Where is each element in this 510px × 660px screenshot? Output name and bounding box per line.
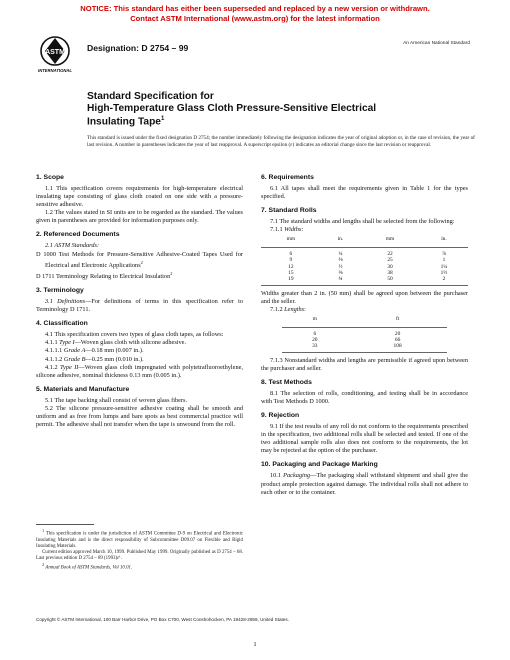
title-line-1: Standard Specification for bbox=[87, 91, 214, 102]
section-classification-heading: 4. Classification bbox=[36, 320, 88, 328]
section-requirements-heading: 6. Requirements bbox=[261, 174, 314, 181]
paragraph-5-2: 5.2 The silicone pressure-sensitive adhesive coating shall be smooth and uniform and as free from lumps and bare spots as best commercial practice will permit. The adhesive shall not transfer when the tape is unwound from the roll. bbox=[36, 404, 243, 429]
title-line-2: High-Temperature Glass Cloth Pressure-Sensitive Electrical bbox=[87, 102, 377, 114]
table-row: 20 66 bbox=[312, 336, 401, 343]
issued-note: This standard is issued under the fixed designation D 2754; the number immediately following the designation indicates the year of original adoption or, in the case of revision, the year of last revision. A number in parentheses indicates the year of last reapproval. A superscript epsilon (ε) indicates an editorial change since the last revision or reapproval. bbox=[87, 135, 475, 148]
table-row: 19 ¾ 50 2 bbox=[261, 276, 468, 285]
paragraph-4-1: 4.1 This specification covers two types of glass cloth tapes, as follows: bbox=[45, 331, 224, 339]
table-row: 33 108 bbox=[282, 343, 448, 352]
paragraph-7-1: 7.1 The standard widths and lengths shall be selected from the following: bbox=[270, 218, 455, 226]
title-line-3: Insulating Tape$^1$ bbox=[87, 116, 165, 128]
paragraph-4-1-1-1: 4.1.1.1 Grade A—0.18 mm (0.007 in.). bbox=[45, 347, 144, 355]
table-row: 6 20 bbox=[313, 330, 401, 337]
paragraph-4-1-1-2: 4.1.1.2 Grade B—0.25 mm (0.010 in.). bbox=[45, 355, 144, 363]
notice-line-1: NOTICE: This standard has either been superseded and replaced by a new version or withdrawn. bbox=[80, 4, 430, 13]
section-terminology-heading: 3. Terminology bbox=[36, 287, 84, 295]
paragraph-5-1: 5.1 The tape backing shall consist of woven glass fibers. bbox=[45, 396, 188, 404]
section-standard-rolls-heading: 7. Standard Rolls bbox=[261, 207, 317, 215]
widths-header: mm bbox=[360, 236, 420, 247]
left-column bbox=[36, 174, 243, 429]
title-footnote-mark: 1 bbox=[160, 116, 165, 123]
paragraph-9-1: 9.1 If the test results of any roll do not conform to the requirements prescribed in the specification, two additional rolls shall be selected and tested. If one of the two additional sample rolls also does not conform to the requirements, the lot may be rejected at the option of the purchaser. bbox=[261, 423, 468, 455]
table-row: 15 ⅝ 38 1½ bbox=[288, 270, 448, 276]
svg-text:ASTM: ASTM bbox=[45, 49, 65, 56]
table-row: 12 ½ 30 1¼ bbox=[288, 263, 448, 270]
astm-logo-icon bbox=[36, 34, 74, 74]
reference-d1711: D 1711 Terminology Relating to Electrical Insulation$^2$ bbox=[36, 270, 173, 280]
section-scope-heading: 1. Scope bbox=[36, 174, 64, 181]
logo-text: INTERNATIONAL bbox=[38, 68, 72, 73]
paragraph-2-1: 2.1 ASTM Standards: bbox=[45, 242, 100, 250]
table-row: 9 ⅜ 25 1 bbox=[289, 257, 446, 264]
paragraph-4-1-1: 4.1.1 Type I—Woven glass cloth with silicone adhesive. bbox=[45, 339, 187, 347]
widths-table bbox=[261, 236, 468, 285]
footnote-1: $^1$ This specification is under the jurisdiction of ASTM Committee D-9 on Electrical and Electronic Insulating Materials and is the direct responsibility of Subcommittee D09.07 on Flexible and Rigid Insulating Materials. bbox=[36, 528, 243, 549]
document-title bbox=[87, 91, 477, 128]
paragraph-7-1-1: 7.1.1 Widths: bbox=[270, 226, 304, 234]
footnote-2: $^2$ Annual Book of ASTM Standards, Vol 10.01. bbox=[42, 562, 133, 571]
designation: Designation: D 2754 – 99 bbox=[87, 43, 189, 53]
right-column bbox=[261, 174, 468, 497]
lengths-header: m bbox=[282, 316, 348, 327]
paragraph-8-1: 8.1 The selection of rolls, conditioning, and testing shall be in accordance with Test Methods D 1000. bbox=[261, 389, 468, 405]
paragraph-1-1: 1.1 This specification covers requirements for high-temperature electrical insulating tape consisting of glass cloth coated on one side with a pressure-sensitive adhesive. bbox=[36, 185, 243, 209]
paragraph-7-1-3: 7.1.3 Nonstandard widths and lengths are permissible if agreed upon between the purchaser and seller. bbox=[261, 356, 468, 372]
withdrawal-notice bbox=[0, 4, 510, 23]
paragraph-widths-note: Widths greater than 2 in. (50 mm) shall be agreed upon between the purchaser and the seller. bbox=[261, 289, 468, 305]
lengths-table bbox=[282, 316, 448, 353]
section-test-methods-heading: 8. Test Methods bbox=[261, 378, 312, 386]
paragraph-6-1: 6.1 All tapes shall meet the requirements given in Table 1 for the types specified. bbox=[261, 185, 468, 201]
page-number: 1 bbox=[253, 641, 257, 648]
national-standard-label: An American National Standard bbox=[403, 41, 470, 46]
paragraph-10-1: 10.1 Packaging—The packaging shall withstand shipment and shall give the product ample protection against damage. The individual rolls shall not adhere to each other or to the container. bbox=[261, 472, 468, 496]
widths-header: in. bbox=[321, 236, 360, 247]
paragraph-3-1: 3.1 Definitions—For definitions of terms in this specification refer to Terminology D 1711. bbox=[36, 298, 243, 314]
section-materials-heading: 5. Materials and Manufacture bbox=[36, 385, 130, 393]
paragraph-4-1-2: 4.1.2 Type II—Woven glass cloth impregnated with polytetrafluoroethylene, silicone adhesive, nominal thickness 0.13 mm (0.005 in.). bbox=[36, 363, 243, 379]
footnote-1-edition: Current edition approved March 10, 1999. Published May 1999. Originally published as D 2754 – 68. Last previous edition D 2754 – 89 (1993)ε¹. bbox=[36, 549, 243, 561]
widths-header: in. bbox=[420, 236, 468, 247]
footnote-divider bbox=[36, 524, 94, 525]
paragraph-1-2: 1.2 The values stated in SI units are to be regarded as the standard. The values given in parentheses are provided for information purposes only. bbox=[36, 209, 243, 225]
table-row: 6 ¼ 22 ⅞ bbox=[289, 250, 446, 257]
section-referenced-documents-heading: 2. Referenced Documents bbox=[36, 231, 120, 239]
section-rejection-heading: 9. Rejection bbox=[261, 412, 300, 420]
lengths-header: ft bbox=[348, 316, 447, 327]
copyright-notice: Copyright © ASTM International, 100 Barr Harbor Drive, PO Box C700, West Conshohocken, PA 19428-2959, United States. bbox=[36, 617, 289, 622]
reference-d1000: D 1000 Test Methods for Pressure-Sensitive Adhesive-Coated Tapes Used for Electrical and Electronic Applications$^2$ bbox=[36, 250, 243, 269]
section-packaging-heading: 10. Packaging and Package Marking bbox=[261, 461, 378, 469]
paragraph-7-1-2: 7.1.2 Lengths: bbox=[270, 306, 306, 313]
widths-header: mm bbox=[261, 236, 321, 247]
footnotes bbox=[36, 528, 243, 572]
notice-line-2: Contact ASTM International (www.astm.org) for the latest information bbox=[130, 13, 380, 23]
